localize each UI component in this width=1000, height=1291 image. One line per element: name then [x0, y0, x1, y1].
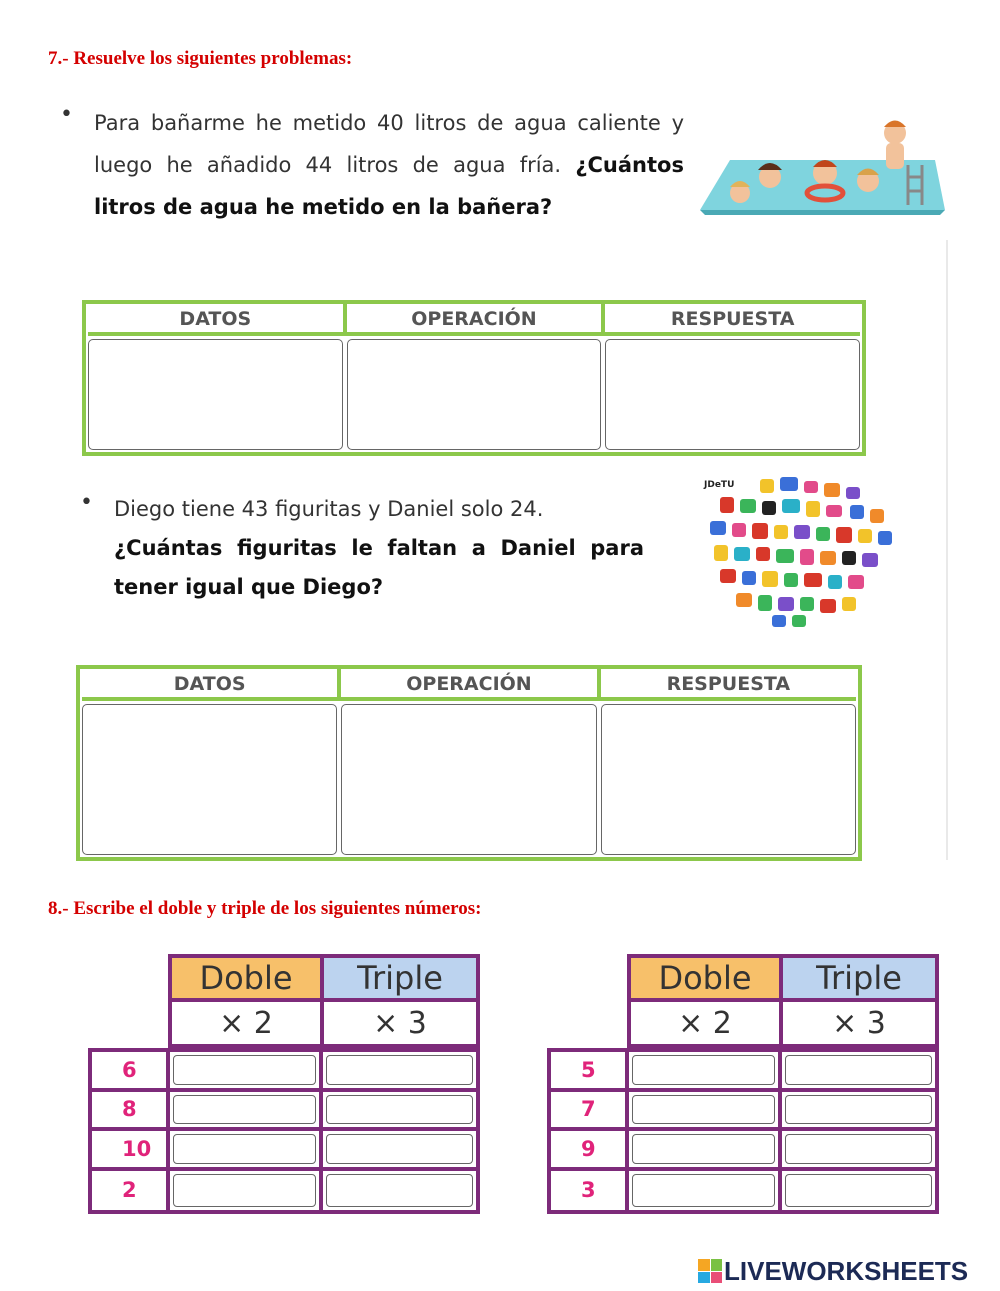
header-datos: DATOS	[82, 669, 337, 701]
triple-answer-cell	[323, 1171, 476, 1211]
triple-input[interactable]	[785, 1174, 932, 1208]
triple-answer-cell	[782, 1052, 935, 1092]
triple-input[interactable]	[326, 1134, 473, 1164]
times-two-label: × 2	[172, 1002, 324, 1044]
answer-table-2	[76, 665, 862, 861]
triple-answer-cell	[782, 1092, 935, 1132]
doble-answer-cell	[170, 1092, 323, 1132]
triple-input[interactable]	[785, 1055, 932, 1085]
triple-answer-cell	[323, 1131, 476, 1171]
header-respuesta: RESPUESTA	[597, 669, 856, 701]
problem-1-question: ¿Cuántos litros de agua he metido en la bañera?	[94, 153, 684, 219]
answer-table-1	[82, 300, 866, 456]
problem-2-text	[114, 490, 644, 607]
doble-input[interactable]	[173, 1174, 316, 1208]
doble-answer-cell	[170, 1171, 323, 1211]
triple-input[interactable]	[326, 1095, 473, 1125]
stickers-illustration	[700, 475, 900, 630]
child-hair	[884, 121, 906, 128]
row-number: 7	[551, 1092, 629, 1132]
table-header	[627, 954, 939, 1048]
liveworksheets-logo[interactable]	[698, 1256, 968, 1286]
bullet: •	[60, 102, 73, 127]
problem-1-text	[94, 102, 684, 228]
sticker-grid	[710, 477, 892, 627]
row-number: 3	[551, 1171, 629, 1211]
times-three-label: × 3	[832, 1005, 886, 1041]
doble-input[interactable]	[632, 1174, 775, 1208]
doble-label: Doble	[631, 958, 783, 1002]
pool-illustration	[700, 115, 945, 220]
doble-input[interactable]	[173, 1055, 316, 1085]
respuesta-input[interactable]	[605, 339, 860, 450]
logo-wordmark: LIVEWORKSHEETS	[724, 1255, 969, 1286]
doble-answer-cell	[629, 1171, 782, 1211]
doble-input[interactable]	[632, 1134, 775, 1164]
datos-input[interactable]	[88, 339, 343, 450]
row-number: 9	[551, 1131, 629, 1171]
header-operacion: OPERACIÓN	[343, 304, 602, 336]
page-edge-line	[946, 240, 948, 860]
triple-input[interactable]	[326, 1174, 473, 1208]
triple-label: Triple	[783, 958, 935, 1002]
problem-1-statement: Para bañarme he metido 40 litros de agua caliente y luego he añadido 44 litros de agua fría.	[94, 111, 684, 177]
liveworksheets-logo-icon	[698, 1259, 722, 1283]
times-three-label: × 3	[373, 1005, 427, 1041]
doble-answer-cell	[170, 1131, 323, 1171]
sticker-label: JDeTU	[704, 480, 735, 490]
triple-label: Triple	[324, 958, 476, 1002]
section-8-title: 8.- Escribe el doble y triple de los siguientes números:	[48, 898, 482, 919]
triple-input[interactable]	[326, 1055, 473, 1085]
problem-2-statement: Diego tiene 43 figuritas y Daniel solo 24.	[114, 497, 544, 521]
triple-answer-cell	[782, 1171, 935, 1211]
datos-input[interactable]	[82, 704, 337, 855]
problem-2	[80, 490, 644, 620]
header-operacion: OPERACIÓN	[337, 669, 596, 701]
row-number: 10	[92, 1131, 170, 1171]
header-respuesta: RESPUESTA	[601, 304, 860, 336]
table-rows	[547, 1048, 939, 1214]
problem-2-question: ¿Cuántas figuritas le faltan a Daniel para tener igual que Diego?	[114, 536, 644, 599]
row-number: 2	[92, 1171, 170, 1211]
table-rows	[88, 1048, 480, 1214]
doble-input[interactable]	[632, 1055, 775, 1085]
operacion-input[interactable]	[341, 704, 596, 855]
doble-input[interactable]	[173, 1134, 316, 1164]
triple-answer-cell	[323, 1092, 476, 1132]
row-number: 8	[92, 1092, 170, 1132]
times-two-label: × 2	[631, 1002, 783, 1044]
row-number: 5	[551, 1052, 629, 1092]
doble-answer-cell	[170, 1052, 323, 1092]
doble-triple-table-left	[88, 954, 480, 1214]
doble-label: Doble	[172, 958, 324, 1002]
triple-input[interactable]	[785, 1095, 932, 1125]
problem-1	[60, 102, 690, 272]
table-header	[168, 954, 480, 1048]
child-body	[886, 143, 904, 169]
triple-answer-cell	[782, 1131, 935, 1171]
triple-input[interactable]	[785, 1134, 932, 1164]
doble-triple-table-right	[547, 954, 939, 1214]
triple-answer-cell	[323, 1052, 476, 1092]
doble-input[interactable]	[632, 1095, 775, 1125]
section-7-title: 7.- Resuelve los siguientes problemas:	[48, 48, 353, 69]
doble-input[interactable]	[173, 1095, 316, 1125]
doble-answer-cell	[629, 1092, 782, 1132]
respuesta-input[interactable]	[601, 704, 856, 855]
doble-answer-cell	[629, 1052, 782, 1092]
row-number: 6	[92, 1052, 170, 1092]
bullet: •	[80, 490, 93, 515]
pool-edge	[700, 210, 945, 215]
header-datos: DATOS	[88, 304, 343, 336]
operacion-input[interactable]	[347, 339, 602, 450]
doble-answer-cell	[629, 1131, 782, 1171]
